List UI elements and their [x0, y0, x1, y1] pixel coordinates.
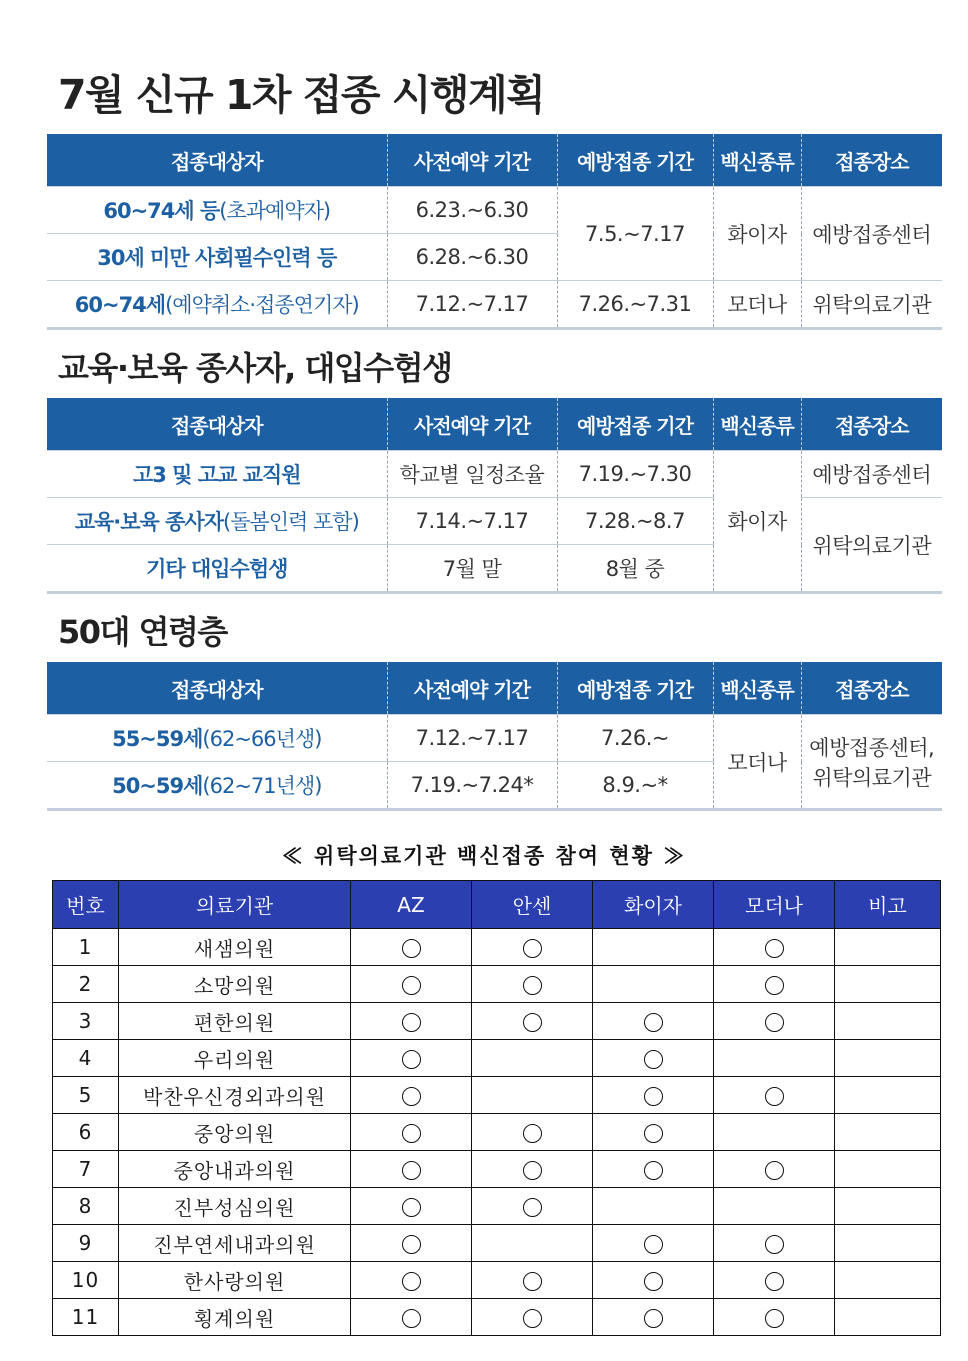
clinic-number: 10 — [53, 1262, 119, 1299]
vaccine-pfizer-cell — [593, 1299, 714, 1336]
table-header-row — [47, 134, 942, 187]
period-cell: 7.26.~7.31 — [557, 281, 713, 329]
vaccine-pfizer-cell — [593, 1262, 714, 1299]
table-row — [53, 1077, 941, 1114]
table-row — [47, 715, 942, 762]
col-header-place: 접종장소 — [801, 662, 942, 715]
target-cell: 60~74세 등(초과예약자) — [47, 187, 387, 234]
clinic-note — [835, 1299, 941, 1336]
clinic-note — [835, 966, 941, 1003]
vaccine-pfizer-cell — [593, 1114, 714, 1151]
vaccine-az-cell — [351, 929, 472, 966]
section2-table — [47, 398, 942, 594]
target-cell: 30세 미만 사회필수인력 등 — [47, 234, 387, 281]
circle-mark-icon — [523, 1124, 542, 1143]
clinic-note — [835, 1188, 941, 1225]
table-row — [53, 1003, 941, 1040]
table-row — [53, 1299, 941, 1336]
reservation-cell: 7월 말 — [387, 545, 557, 593]
period-cell: 8월 중 — [557, 545, 713, 593]
vaccine-ansen-cell — [472, 1003, 593, 1040]
table-row — [53, 929, 941, 966]
reservation-cell: 7.12.~7.17 — [387, 281, 557, 329]
vaccine-ansen-cell — [472, 929, 593, 966]
circle-mark-icon — [644, 1272, 663, 1291]
reservation-cell: 6.28.~6.30 — [387, 234, 557, 281]
vaccine-az-cell — [351, 1114, 472, 1151]
clinic-name: 새샘의원 — [119, 929, 351, 966]
period-cell: 7.26.~ — [557, 715, 713, 762]
vaccine-az-cell — [351, 1299, 472, 1336]
table-row — [47, 498, 942, 545]
vaccine-az-cell — [351, 1262, 472, 1299]
circle-mark-icon — [402, 976, 421, 995]
vaccine-moderna-cell — [714, 1003, 835, 1040]
vaccine-ansen-cell — [472, 1040, 593, 1077]
reservation-cell: 6.23.~6.30 — [387, 187, 557, 234]
circle-mark-icon — [523, 976, 542, 995]
circle-mark-icon — [402, 1050, 421, 1069]
target-cell: 고3 및 고교 교직원 — [47, 451, 387, 498]
clinic-number: 7 — [53, 1151, 119, 1188]
vaccine-cell: 화이자 — [713, 451, 801, 593]
clinic-number: 2 — [53, 966, 119, 1003]
col-header-institution: 의료기관 — [119, 881, 351, 929]
clinic-note — [835, 1040, 941, 1077]
vaccine-az-cell — [351, 966, 472, 1003]
col-header-pfizer: 화이자 — [593, 881, 714, 929]
clinic-name: 횡계의원 — [119, 1299, 351, 1336]
section2-title: 교육·보육 종사자, 대입수험생 — [58, 349, 452, 387]
target-cell: 50~59세(62~71년생) — [47, 762, 387, 810]
clinic-note — [835, 1077, 941, 1114]
period-cell: 7.19.~7.30 — [557, 451, 713, 498]
target-cell: 교육·보육 종사자(돌봄인력 포함) — [47, 498, 387, 545]
col-header-note: 비고 — [835, 881, 941, 929]
circle-mark-icon — [402, 1087, 421, 1106]
circle-mark-icon — [523, 1013, 542, 1032]
vaccine-ansen-cell — [472, 966, 593, 1003]
clinic-number: 4 — [53, 1040, 119, 1077]
place-cell: 예방접종센터, 위탁의료기관 — [801, 715, 942, 810]
circle-mark-icon — [644, 1013, 663, 1032]
reservation-cell: 7.19.~7.24* — [387, 762, 557, 810]
clinic-note — [835, 1003, 941, 1040]
circle-mark-icon — [765, 1013, 784, 1032]
circle-mark-icon — [765, 1309, 784, 1328]
vaccine-ansen-cell — [472, 1299, 593, 1336]
col-header-target: 접종대상자 — [47, 662, 387, 715]
circle-mark-icon — [644, 1050, 663, 1069]
vaccine-moderna-cell — [714, 1151, 835, 1188]
clinic-name: 우리의원 — [119, 1040, 351, 1077]
vaccine-ansen-cell — [472, 1114, 593, 1151]
col-header-vaccine: 백신종류 — [713, 662, 801, 715]
vaccine-cell: 화이자 — [713, 187, 801, 281]
clinic-note — [835, 1114, 941, 1151]
clinic-name: 중앙의원 — [119, 1114, 351, 1151]
col-header-reservation: 사전예약 기간 — [387, 398, 557, 451]
vaccine-az-cell — [351, 1040, 472, 1077]
clinic-number: 1 — [53, 929, 119, 966]
clinic-name: 중앙내과의원 — [119, 1151, 351, 1188]
vaccine-pfizer-cell — [593, 1225, 714, 1262]
period-cell: 7.5.~7.17 — [557, 187, 713, 281]
vaccine-pfizer-cell — [593, 966, 714, 1003]
vaccine-moderna-cell — [714, 1262, 835, 1299]
col-header-period: 예방접종 기간 — [557, 134, 713, 187]
place-cell: 예방접종센터 — [801, 451, 942, 498]
vaccine-az-cell — [351, 1225, 472, 1262]
col-header-moderna: 모더나 — [714, 881, 835, 929]
target-cell: 60~74세(예약취소·접종연기자) — [47, 281, 387, 329]
target-cell: 55~59세(62~66년생) — [47, 715, 387, 762]
vaccine-pfizer-cell — [593, 1040, 714, 1077]
table-row — [53, 966, 941, 1003]
reservation-cell: 7.12.~7.17 — [387, 715, 557, 762]
col-header-place: 접종장소 — [801, 398, 942, 451]
circle-mark-icon — [765, 1087, 784, 1106]
vaccine-pfizer-cell — [593, 1003, 714, 1040]
vaccine-pfizer-cell — [593, 1188, 714, 1225]
section3-title: 50대 연령층 — [58, 613, 227, 651]
vaccine-pfizer-cell — [593, 1151, 714, 1188]
circle-mark-icon — [402, 1309, 421, 1328]
col-header-number: 번호 — [53, 881, 119, 929]
clinic-name: 소망의원 — [119, 966, 351, 1003]
table-header-row — [47, 398, 942, 451]
vaccine-moderna-cell — [714, 1114, 835, 1151]
table-row — [53, 1225, 941, 1262]
vaccine-moderna-cell — [714, 1225, 835, 1262]
target-cell: 기타 대입수험생 — [47, 545, 387, 593]
circle-mark-icon — [402, 1235, 421, 1254]
col-header-target: 접종대상자 — [47, 134, 387, 187]
place-cell: 위탁의료기관 — [801, 498, 942, 593]
vaccine-ansen-cell — [472, 1188, 593, 1225]
circle-mark-icon — [644, 1309, 663, 1328]
col-header-ansen: 안센 — [472, 881, 593, 929]
vaccine-ansen-cell — [472, 1077, 593, 1114]
circle-mark-icon — [765, 1161, 784, 1180]
place-cell: 예방접종센터 — [801, 187, 942, 281]
col-header-az: AZ — [351, 881, 472, 929]
col-header-reservation: 사전예약 기간 — [387, 662, 557, 715]
circle-mark-icon — [523, 1272, 542, 1291]
vaccine-az-cell — [351, 1188, 472, 1225]
circle-mark-icon — [644, 1087, 663, 1106]
circle-mark-icon — [523, 1161, 542, 1180]
clinic-note — [835, 1151, 941, 1188]
vaccine-pfizer-cell — [593, 929, 714, 966]
table-row — [53, 1262, 941, 1299]
clinic-number: 8 — [53, 1188, 119, 1225]
section1-title: 7월 신규 1차 접종 시행계획 — [58, 71, 545, 119]
circle-mark-icon — [402, 1124, 421, 1143]
circle-mark-icon — [402, 1198, 421, 1217]
clinic-name: 편한의원 — [119, 1003, 351, 1040]
circle-mark-icon — [644, 1124, 663, 1143]
table-row — [53, 1114, 941, 1151]
clinic-name: 박찬우신경외과의원 — [119, 1077, 351, 1114]
clinic-number: 6 — [53, 1114, 119, 1151]
table-row — [47, 451, 942, 498]
period-cell: 7.28.~8.7 — [557, 498, 713, 545]
table-header-row — [53, 881, 941, 929]
section1-table — [47, 134, 942, 330]
clinic-note — [835, 1262, 941, 1299]
circle-mark-icon — [523, 1198, 542, 1217]
col-header-vaccine: 백신종류 — [713, 134, 801, 187]
vaccine-az-cell — [351, 1077, 472, 1114]
col-header-vaccine: 백신종류 — [713, 398, 801, 451]
table-header-row — [47, 662, 942, 715]
table-row — [47, 187, 942, 234]
circle-mark-icon — [644, 1161, 663, 1180]
circle-mark-icon — [402, 939, 421, 958]
place-cell: 위탁의료기관 — [801, 281, 942, 329]
reservation-cell: 학교별 일정조율 — [387, 451, 557, 498]
vaccine-pfizer-cell — [593, 1077, 714, 1114]
circle-mark-icon — [523, 939, 542, 958]
circle-mark-icon — [765, 1235, 784, 1254]
circle-mark-icon — [523, 1309, 542, 1328]
col-header-period: 예방접종 기간 — [557, 662, 713, 715]
period-cell: 8.9.~* — [557, 762, 713, 810]
circle-mark-icon — [402, 1161, 421, 1180]
clinic-name: 진부연세내과의원 — [119, 1225, 351, 1262]
col-header-reservation: 사전예약 기간 — [387, 134, 557, 187]
vaccine-cell: 모더나 — [713, 715, 801, 810]
clinic-table — [52, 880, 941, 1336]
table-row — [53, 1040, 941, 1077]
table-row — [53, 1188, 941, 1225]
clinic-list-title: ≪ 위탁의료기관 백신접종 참여 현황 ≫ — [281, 843, 687, 868]
col-header-place: 접종장소 — [801, 134, 942, 187]
circle-mark-icon — [402, 1272, 421, 1291]
clinic-note — [835, 1225, 941, 1262]
col-header-target: 접종대상자 — [47, 398, 387, 451]
vaccine-moderna-cell — [714, 966, 835, 1003]
vaccine-moderna-cell — [714, 1077, 835, 1114]
circle-mark-icon — [765, 939, 784, 958]
clinic-number: 3 — [53, 1003, 119, 1040]
section3-table — [47, 662, 942, 811]
circle-mark-icon — [765, 1272, 784, 1291]
clinic-name: 한사랑의원 — [119, 1262, 351, 1299]
vaccine-az-cell — [351, 1151, 472, 1188]
vaccine-moderna-cell — [714, 1299, 835, 1336]
circle-mark-icon — [402, 1013, 421, 1032]
clinic-name: 진부성심의원 — [119, 1188, 351, 1225]
clinic-number: 11 — [53, 1299, 119, 1336]
vaccine-az-cell — [351, 1003, 472, 1040]
vaccine-moderna-cell — [714, 929, 835, 966]
clinic-note — [835, 929, 941, 966]
vaccine-cell: 모더나 — [713, 281, 801, 329]
table-row — [47, 281, 942, 329]
vaccine-moderna-cell — [714, 1188, 835, 1225]
vaccine-ansen-cell — [472, 1225, 593, 1262]
circle-mark-icon — [765, 976, 784, 995]
clinic-number: 9 — [53, 1225, 119, 1262]
vaccine-moderna-cell — [714, 1040, 835, 1077]
circle-mark-icon — [644, 1235, 663, 1254]
vaccine-ansen-cell — [472, 1151, 593, 1188]
table-row — [53, 1151, 941, 1188]
clinic-number: 5 — [53, 1077, 119, 1114]
reservation-cell: 7.14.~7.17 — [387, 498, 557, 545]
vaccine-ansen-cell — [472, 1262, 593, 1299]
col-header-period: 예방접종 기간 — [557, 398, 713, 451]
